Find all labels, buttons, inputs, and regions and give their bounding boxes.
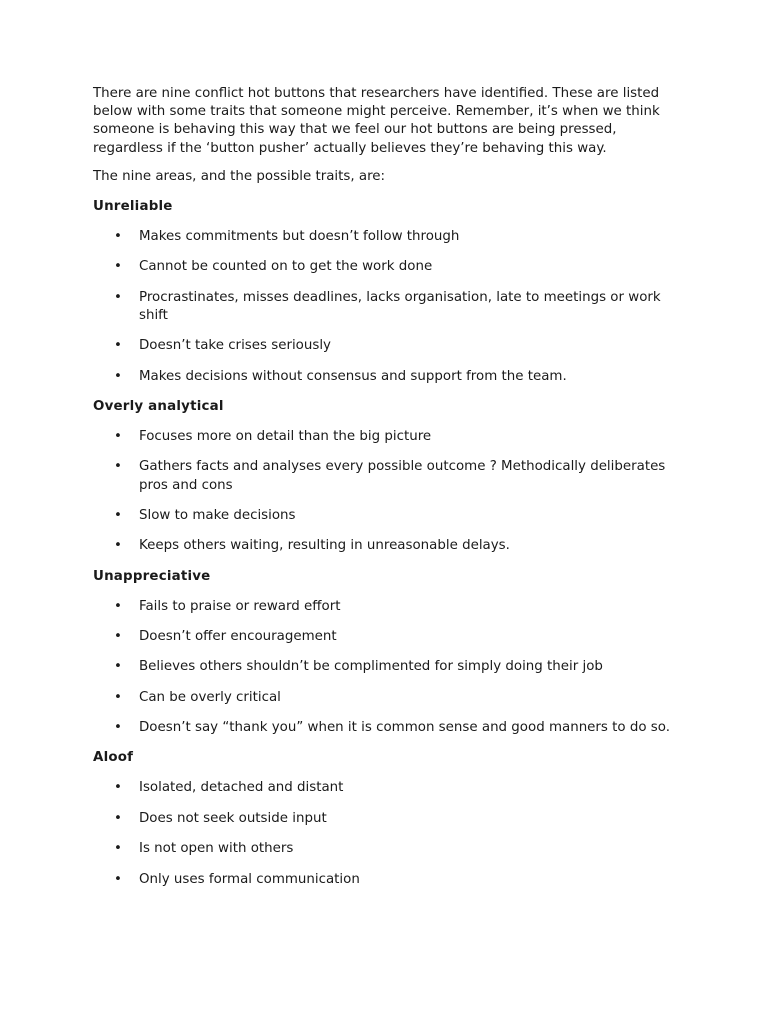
list-item: • Is not open with others (93, 840, 683, 858)
list-item: • Makes decisions without consensus and support from the team. (93, 368, 683, 386)
list-item: • Only uses formal communication (93, 871, 683, 889)
section-unreliable (93, 198, 683, 386)
list-item: • Focuses more on detail than the big picture (93, 428, 683, 446)
list-item: • Does not seek outside input (93, 810, 683, 828)
list-item: • Can be overly critical (93, 689, 683, 707)
section-heading: Aloof (93, 750, 134, 766)
list-item: • Doesn’t say “thank you” when it is common sense and good manners to do so. (93, 719, 683, 737)
list-item: • Fails to praise or reward effort (93, 598, 683, 616)
list-item: • Procrastinates, misses deadlines, lacks organisation, late to meetings or work shift (93, 289, 683, 325)
trait-list (93, 598, 683, 738)
list-item: • Believes others shouldn’t be complimented for simply doing their job (93, 658, 683, 676)
section-heading: Overly analytical (93, 398, 224, 414)
list-item: • Makes commitments but doesn’t follow through (93, 228, 683, 246)
trait-list (93, 428, 683, 556)
list-item: • Cannot be counted on to get the work done (93, 258, 683, 276)
list-item: • Isolated, detached and distant (93, 779, 683, 797)
section-heading: Unappreciative (93, 568, 211, 584)
list-item: • Doesn’t offer encouragement (93, 628, 683, 646)
list-item: • Gathers facts and analyses every possible outcome ? Methodically deliberates pros and cons (93, 458, 683, 494)
lead-paragraph: The nine areas, and the possible traits, are: (93, 168, 386, 184)
trait-list (93, 228, 683, 386)
intro-paragraph: There are nine conflict hot buttons that researchers have identified. These are listed below with some traits that someone might perceive. Remember, it’s when we think someone is behaving this way that we feel our hot buttons are being pressed, regardless if the ‘button pusher’ actually believes they’re behaving this way. (93, 86, 660, 156)
list-item: • Keeps others waiting, resulting in unreasonable delays. (93, 537, 683, 555)
section-overly-analytical (93, 398, 683, 556)
section-unappreciative (93, 568, 683, 738)
list-item: • Slow to make decisions (93, 507, 683, 525)
trait-list (93, 779, 683, 888)
list-item: • Doesn’t take crises seriously (93, 337, 683, 355)
document-page (93, 85, 683, 889)
section-aloof (93, 749, 683, 888)
section-heading: Unreliable (93, 199, 173, 215)
